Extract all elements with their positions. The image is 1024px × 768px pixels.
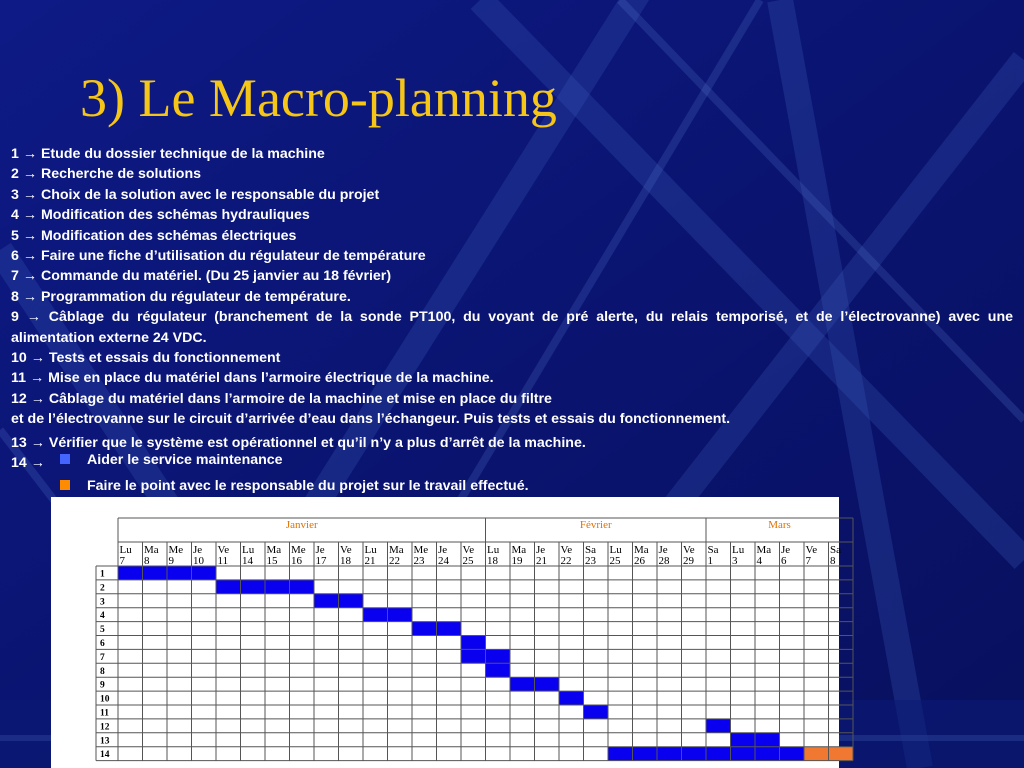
day-number-label: 11: [217, 555, 229, 567]
task-number-label: 4: [100, 611, 105, 622]
step-2: 2 → Recherche de solutions: [11, 166, 202, 183]
planning-steps-list: [11, 144, 1013, 474]
day-number-label: 23: [413, 555, 425, 567]
day-name-label: Sa: [707, 544, 719, 556]
task-bar-10: [559, 691, 584, 705]
day-number-label: 7: [119, 555, 125, 567]
day-number-label: 22: [560, 555, 572, 567]
day-name-label: Ma: [511, 544, 527, 556]
day-name-label: Ve: [683, 544, 695, 556]
day-number-label: 1: [707, 555, 713, 567]
task-bar-8: [486, 663, 511, 677]
sub-item-review: [60, 478, 529, 494]
day-name-label: Lu: [364, 544, 377, 556]
task-number-label: 10: [100, 694, 110, 705]
step-12-continued: et de l’électrovanne sur le circuit d’arrivée d’eau dans l’échangeur. Puis tests et essais du fonctionnement.: [11, 411, 731, 428]
day-name-label: Je: [658, 544, 668, 556]
day-name-label: Je: [781, 544, 791, 556]
day-number-label: 19: [511, 555, 523, 567]
day-name-label: Lu: [609, 544, 622, 556]
step-14: 14 →: [11, 455, 45, 472]
month-label: Mars: [768, 519, 791, 531]
task-bar-6: [461, 636, 486, 650]
task-number-label: 1: [100, 569, 105, 580]
sub-item-label: Aider le service maintenance: [87, 452, 283, 468]
task-number-label: 6: [100, 639, 105, 649]
day-number-label: 29: [683, 555, 694, 567]
day-number-label: 21: [536, 555, 547, 567]
day-number-label: 10: [193, 555, 204, 567]
day-name-label: Sa: [585, 544, 596, 556]
day-name-label: Lu: [732, 544, 745, 556]
task-number-label: 14: [100, 750, 110, 761]
task-bar-12: [706, 719, 731, 733]
day-number-label: 22: [389, 555, 400, 567]
step-7: 7 → Commande du matériel. (Du 25 janvier au 18 février): [11, 268, 392, 285]
day-number-label: 9: [168, 555, 174, 567]
step-12: 12 → Câblage du matériel dans l’armoire de la machine et mise en place du filtre: [11, 390, 552, 407]
step-6: 6 → Faire une fiche d’utilisation du régulateur de température: [11, 248, 426, 265]
day-name-label: Ma: [389, 544, 404, 556]
day-name-label: Ve: [217, 544, 230, 556]
step-3: 3 → Choix de la solution avec le responsable du projet: [11, 186, 380, 203]
task-number-label: 8: [100, 666, 105, 677]
month-label: Février: [579, 519, 612, 531]
day-number-label: 16: [291, 555, 302, 567]
step-10: 10 → Tests et essais du fonctionnement: [11, 350, 281, 367]
day-number-label: 7: [805, 555, 811, 567]
blue-square-bullet-icon: [60, 454, 70, 464]
day-number-label: 8: [830, 555, 836, 567]
step-1: 1 → Etude du dossier technique de la machine: [11, 146, 325, 162]
task-number-label: 9: [100, 680, 105, 691]
day-number-label: 28: [658, 555, 670, 567]
day-name-label: Lu: [242, 544, 255, 556]
day-number-label: 18: [340, 555, 351, 567]
day-number-label: 14: [242, 555, 253, 567]
day-name-label: Lu: [487, 544, 500, 556]
gantt-chart: [51, 497, 839, 768]
step-4: 4 → Modification des schémas hydrauliques: [11, 207, 310, 224]
day-name-label: Me: [168, 544, 184, 556]
day-name-label: Je: [193, 544, 203, 556]
day-number-label: 6: [781, 555, 787, 567]
day-number-label: 3: [732, 555, 738, 567]
day-name-label: Je: [536, 544, 546, 556]
day-number-label: 4: [756, 555, 762, 567]
month-label: Janvier: [285, 519, 318, 531]
slide-title: 3) Le Macro-planning: [80, 68, 557, 128]
day-name-label: Me: [291, 544, 306, 556]
day-name-label: Ma: [634, 544, 649, 556]
day-name-label: Lu: [119, 544, 132, 556]
day-name-label: Sa: [830, 544, 841, 556]
task-bar-11: [584, 705, 609, 719]
day-name-label: Ve: [462, 544, 475, 556]
day-name-label: Ma: [756, 544, 772, 556]
day-number-label: 25: [609, 555, 621, 567]
day-name-label: Ve: [560, 544, 573, 556]
day-number-label: 18: [487, 555, 498, 567]
day-name-label: Je: [438, 544, 448, 556]
step-5: 5 → Modification des schémas électriques: [11, 227, 297, 244]
task-number-label: 2: [100, 583, 105, 594]
day-number-label: 24: [438, 555, 449, 567]
day-number-label: 21: [364, 555, 376, 567]
day-name-label: Ma: [144, 544, 159, 556]
task-number-label: 13: [100, 736, 110, 747]
day-name-label: Ve: [805, 544, 818, 556]
day-number-label: 15: [266, 555, 278, 567]
task-number-label: 3: [100, 597, 105, 608]
day-number-label: 8: [144, 555, 150, 567]
task-number-label: 12: [100, 722, 110, 733]
task-number-label: 7: [100, 652, 105, 663]
sub-item-label: Faire le point avec le responsable du projet sur le travail effectué.: [87, 478, 529, 494]
day-number-label: 23: [585, 555, 596, 567]
day-number-label: 26: [634, 555, 645, 567]
day-name-label: Je: [315, 544, 325, 556]
day-name-label: Ve: [340, 544, 352, 556]
orange-square-bullet-icon: [60, 480, 70, 490]
day-name-label: Ma: [266, 544, 282, 556]
task-number-label: 11: [100, 708, 109, 719]
step-11: 11 → Mise en place du matériel dans l’armoire électrique de la machine.: [11, 370, 494, 387]
task-number-label: 5: [100, 625, 105, 636]
step-9: 9 → Câblage du régulateur (branchement de la sonde PT100, du voyant de pré alerte, du relais temporisé, et de l’électrovanne) avec une alimentation externe 24 VDC.: [11, 309, 1013, 346]
step-13: 13 → Vérifier que le système est opérationnel et qu’il n’y a plus d’arrêt de la machine.: [11, 434, 586, 451]
step-14-sub-items: [60, 452, 529, 494]
day-number-label: 17: [315, 555, 327, 567]
step-8: 8 → Programmation du régulateur de température.: [11, 288, 351, 305]
day-name-label: Me: [413, 544, 429, 556]
sub-item-maintenance: [60, 452, 529, 468]
day-number-label: 25: [462, 555, 474, 567]
